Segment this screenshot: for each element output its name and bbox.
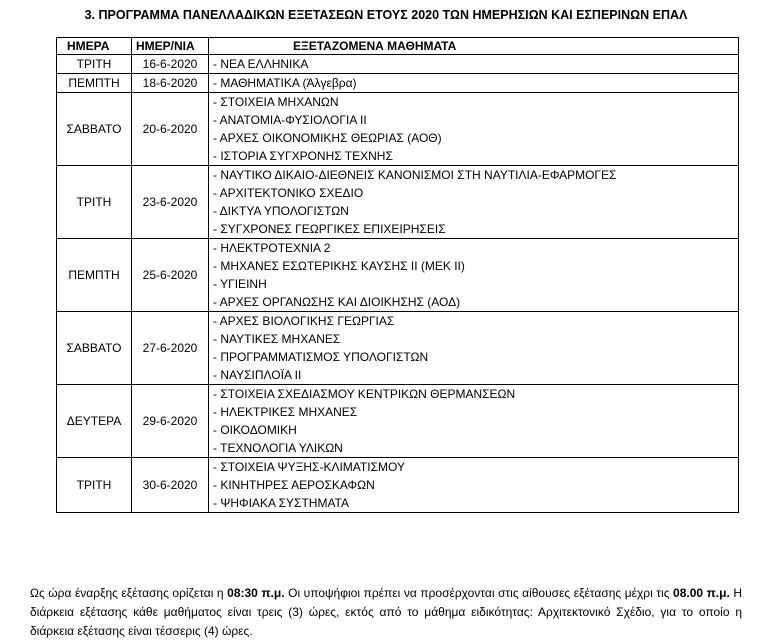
column-header-day: ΗΜΕΡΑ bbox=[57, 38, 132, 55]
subject-item: - ΝΑΥΣΙΠΛΟΪΑ ΙΙ bbox=[213, 368, 302, 382]
table-row bbox=[57, 239, 739, 312]
subject-item: - ΣΤΟΙΧΕΙΑ ΜΗΧΑΝΩΝ bbox=[213, 95, 339, 109]
row-date: 27-6-2020 bbox=[132, 312, 209, 385]
row-subjects bbox=[209, 458, 739, 513]
subject-item: - ΠΡΟΓΡΑΜΜΑΤΙΣΜΟΣ ΥΠΟΛΟΓΙΣΤΩΝ bbox=[213, 350, 429, 364]
subject-item: - ΜΑΘΗΜΑΤΙΚΑ (Άλγεβρα) bbox=[213, 76, 357, 90]
row-subjects bbox=[209, 93, 739, 166]
subject-item: - ΑΡΧΕΣ ΒΙΟΛΟΓΙΚΗΣ ΓΕΩΡΓΙΑΣ bbox=[213, 314, 395, 328]
subject-item: - ΑΝΑΤΟΜΙΑ-ΦΥΣΙΟΛΟΓΙΑ ΙΙ bbox=[213, 113, 367, 127]
subject-list bbox=[213, 458, 734, 512]
row-date: 20-6-2020 bbox=[132, 93, 209, 166]
table-row bbox=[57, 385, 739, 458]
exam-notes bbox=[30, 584, 742, 641]
row-day: ΠΕΜΠΤΗ bbox=[57, 239, 132, 312]
row-date: 25-6-2020 bbox=[132, 239, 209, 312]
row-date: 23-6-2020 bbox=[132, 166, 209, 239]
note-arrival-time: 08.00 π.μ. bbox=[673, 586, 730, 600]
subject-list bbox=[213, 74, 734, 92]
subject-item: - ΨΗΦΙΑΚΑ ΣΥΣΤΗΜΑΤΑ bbox=[213, 496, 350, 510]
subject-item: - ΥΓΙΕΙΝΗ bbox=[213, 277, 267, 291]
row-date: 16-6-2020 bbox=[132, 55, 209, 74]
table-row bbox=[57, 55, 739, 74]
subject-list bbox=[213, 55, 734, 73]
subject-item: - ΣΤΟΙΧΕΙΑ ΣΧΕΔΙΑΣΜΟΥ ΚΕΝΤΡΙΚΩΝ ΘΕΡΜΑΝΣΕΩΝ bbox=[213, 387, 516, 401]
row-subjects bbox=[209, 312, 739, 385]
column-header-subjects: ΕΞΕΤΑΖΟΜΕΝΑ ΜΑΘΗΜΑΤΑ bbox=[209, 38, 739, 55]
subject-item: - ΣΥΓΧΡΟΝΕΣ ΓΕΩΡΓΙΚΕΣ ΕΠΙΧΕΙΡΗΣΕΙΣ bbox=[213, 222, 446, 236]
subject-item: - ΣΤΟΙΧΕΙΑ ΨΥΞΗΣ-ΚΛΙΜΑΤΙΣΜΟΥ bbox=[213, 460, 405, 474]
row-day: ΤΡΙΤΗ bbox=[57, 166, 132, 239]
row-subjects bbox=[209, 166, 739, 239]
subject-item: - ΚΙΝΗΤΗΡΕΣ ΑΕΡΟΣΚΑΦΩΝ bbox=[213, 478, 375, 492]
table-row bbox=[57, 458, 739, 513]
column-header-date: ΗΜΕΡ/ΝΙΑ bbox=[132, 38, 209, 55]
subject-list bbox=[213, 312, 734, 384]
subject-item: - ΙΣΤΟΡΙΑ ΣΥΓΧΡΟΝΗΣ ΤΕΧΝΗΣ bbox=[213, 149, 393, 163]
row-date: 30-6-2020 bbox=[132, 458, 209, 513]
subject-item: - ΑΡΧΙΤΕΚΤΟΝΙΚΟ ΣΧΕΔΙΟ bbox=[213, 186, 364, 200]
subject-list bbox=[213, 166, 734, 238]
subject-item: - ΜΗΧΑΝΕΣ ΕΣΩΤΕΡΙΚΗΣ ΚΑΥΣΗΣ ΙΙ (ΜΕΚ ΙΙ) bbox=[213, 259, 465, 273]
table-row bbox=[57, 93, 739, 166]
subject-item: - ΗΛΕΚΤΡΟΤΕΧΝΙΑ 2 bbox=[213, 241, 331, 255]
row-day: ΔΕΥΤΕΡΑ bbox=[57, 385, 132, 458]
table-body bbox=[57, 55, 739, 513]
note-text-2: Οι υποψήφιοι πρέπει να προσέρχονται στις αίθουσες εξέτασης μέχρι τις bbox=[284, 586, 674, 600]
subject-item: - ΝΕΑ ΕΛΛΗΝΙΚΑ bbox=[213, 57, 309, 71]
table-row bbox=[57, 312, 739, 385]
subject-item: - ΤΕΧΝΟΛΟΓΙΑ ΥΛΙΚΩΝ bbox=[213, 441, 343, 455]
subject-item: - ΑΡΧΕΣ ΟΙΚΟΝΟΜΙΚΗΣ ΘΕΩΡΙΑΣ (ΑΟΘ) bbox=[213, 131, 442, 145]
subject-item: - ΔΙΚΤΥΑ ΥΠΟΛΟΓΙΣΤΩΝ bbox=[213, 204, 349, 218]
row-day: ΣΑΒΒΑΤΟ bbox=[57, 312, 132, 385]
row-day: ΤΡΙΤΗ bbox=[57, 55, 132, 74]
subject-item: - ΟΙΚΟΔΟΜΙΚΗ bbox=[213, 423, 297, 437]
table-header-row bbox=[57, 38, 739, 55]
row-date: 29-6-2020 bbox=[132, 385, 209, 458]
row-date: 18-6-2020 bbox=[132, 74, 209, 93]
subject-item: - ΝΑΥΤΙΚΟ ΔΙΚΑΙΟ-ΔΙΕΘΝΕΙΣ ΚΑΝΟΝΙΣΜΟΙ ΣΤΗ ΝΑΥΤΙΛΙΑ-ΕΦΑΡΜΟΓΕΣ bbox=[213, 168, 617, 182]
exam-schedule-table bbox=[56, 37, 739, 513]
page-title: 3. ΠΡΟΓΡΑΜΜΑ ΠΑΝΕΛΛΑΔΙΚΩΝ ΕΞΕΤΑΣΕΩΝ ΕΤΟΥΣ 2020 ΤΩΝ ΗΜΕΡΗΣΙΩΝ ΚΑΙ ΕΣΠΕΡΙΝΩΝ ΕΠΑΛ bbox=[84, 8, 688, 22]
table-row bbox=[57, 74, 739, 93]
note-start-time: 08:30 π.μ. bbox=[227, 586, 285, 600]
row-subjects bbox=[209, 55, 739, 74]
note-text-1: Ως ώρα έναρξης εξέτασης ορίζεται η bbox=[30, 586, 228, 600]
row-day: ΠΕΜΠΤΗ bbox=[57, 74, 132, 93]
row-subjects bbox=[209, 239, 739, 312]
subject-list bbox=[213, 93, 734, 165]
row-day: ΣΑΒΒΑΤΟ bbox=[57, 93, 132, 166]
note-text-3: Η διάρκεια εξέτασης κάθε μαθήματος είναι τρεις (3) ώρες, εκτός από το μάθημα ειδικότητας: Αρχιτεκτονικό Σχέδιο, για το οποίο η διάρκεια εξέτασης είναι τέσσερις (4) ώρες. bbox=[30, 586, 742, 638]
subject-list bbox=[213, 239, 734, 311]
row-subjects bbox=[209, 74, 739, 93]
table-row bbox=[57, 166, 739, 239]
subject-item: - ΝΑΥΤΙΚΕΣ ΜΗΧΑΝΕΣ bbox=[213, 332, 341, 346]
subject-list bbox=[213, 385, 734, 457]
subject-item: - ΑΡΧΕΣ ΟΡΓΑΝΩΣΗΣ ΚΑΙ ΔΙΟΙΚΗΣΗΣ (ΑΟΔ) bbox=[213, 295, 461, 309]
row-day: ΤΡΙΤΗ bbox=[57, 458, 132, 513]
row-subjects bbox=[209, 385, 739, 458]
subject-item: - ΗΛΕΚΤΡΙΚΕΣ ΜΗΧΑΝΕΣ bbox=[213, 405, 358, 419]
